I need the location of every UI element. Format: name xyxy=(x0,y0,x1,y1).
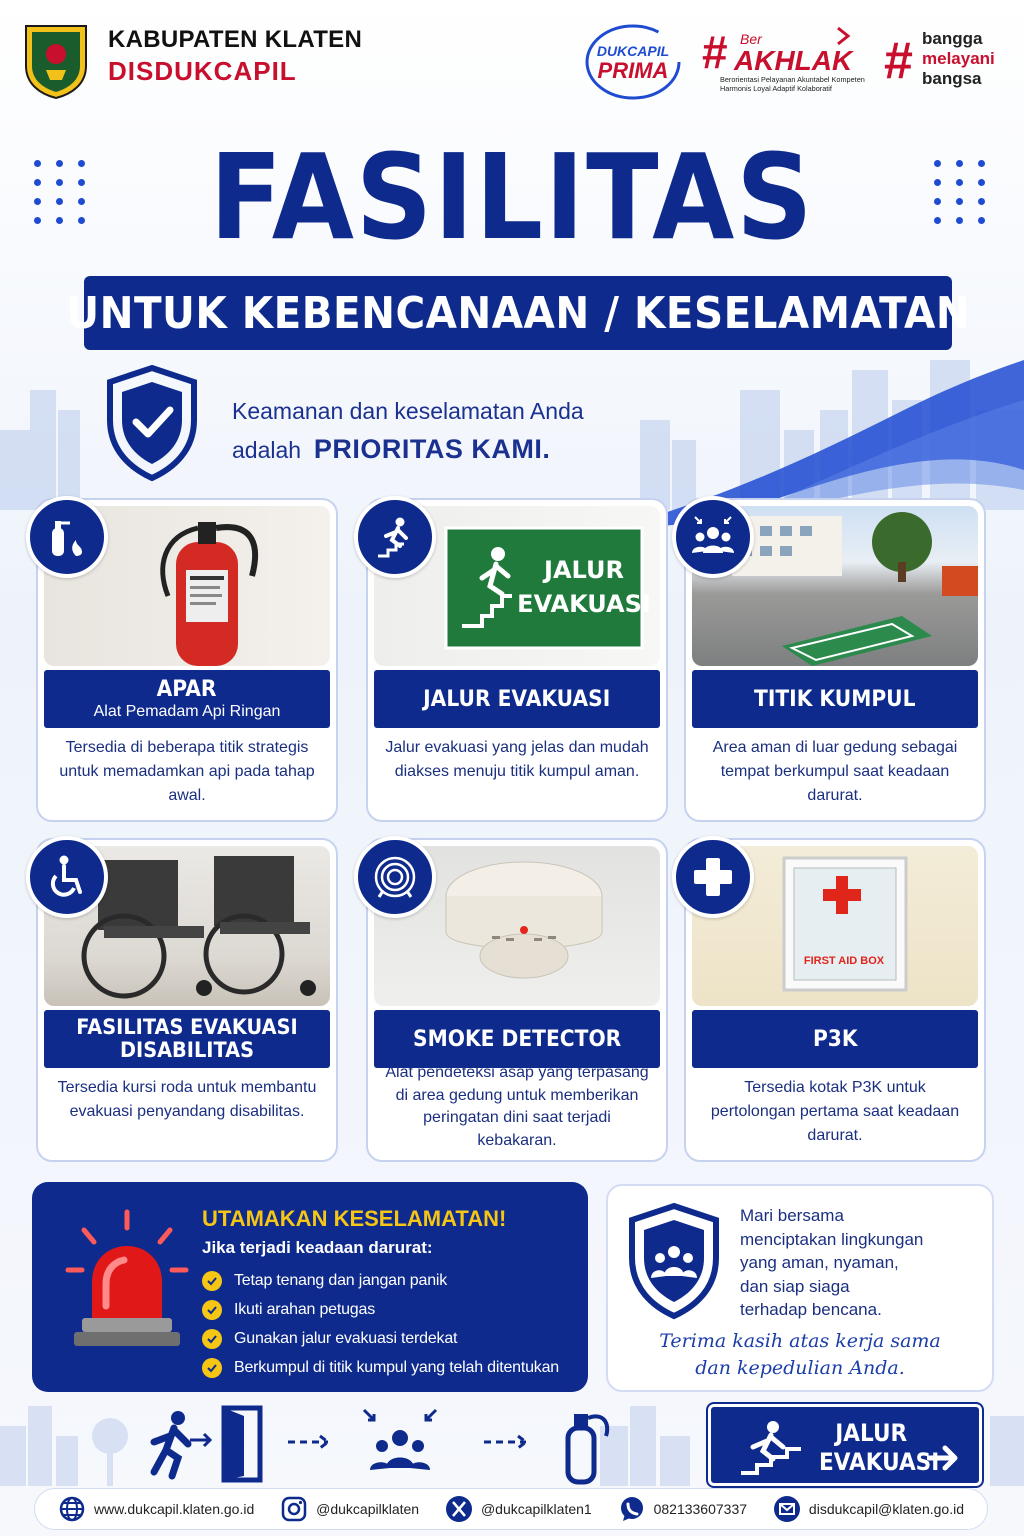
list-item xyxy=(202,1353,559,1382)
alert-heading: UTAMAKAN KESELAMATAN! xyxy=(202,1206,507,1231)
p3k-label xyxy=(692,1010,978,1068)
footer-contact-bar xyxy=(34,1488,988,1530)
akhlak-line-1: Berorientasi Pelayanan Akuntabel Kompeten xyxy=(720,75,865,84)
bangsa-text: bangsa xyxy=(922,69,982,88)
dukcapil-prima-logo xyxy=(578,18,688,102)
thanks-line: dan kepedulian Anda. xyxy=(695,1357,905,1379)
invitation-text xyxy=(740,1204,923,1322)
apar-label xyxy=(44,670,330,728)
x-twitter-icon xyxy=(445,1495,473,1523)
org-line-1: KABUPATEN KLATEN xyxy=(108,26,363,53)
sign-text-1: JALUR xyxy=(544,556,624,584)
check-icon xyxy=(202,1358,222,1378)
apar-title: APAR xyxy=(157,677,217,702)
website-text: www.dukcapil.klaten.go.id xyxy=(93,1501,255,1517)
alert-item-text: Tetap tenang dan jangan panik xyxy=(234,1271,448,1289)
invite-line: dan siap siaga xyxy=(740,1276,850,1296)
list-item xyxy=(202,1324,559,1353)
svg-text:#: # xyxy=(884,32,913,90)
first-aid-box-label: FIRST AID BOX xyxy=(803,955,885,967)
sign-text-2: EVAKUASI xyxy=(517,590,651,618)
smoke-detector-icon xyxy=(354,836,436,918)
list-item xyxy=(202,1295,559,1324)
siren-icon xyxy=(62,1206,192,1356)
tagline-bold: PRIORITAS KAMI. xyxy=(313,434,551,464)
shield-check-icon xyxy=(104,364,200,482)
running-person-icon xyxy=(154,1411,210,1476)
invite-line: terhadap bencana. xyxy=(740,1300,882,1319)
bangga-text: bangga xyxy=(922,29,983,48)
alert-item-text: Gunakan jalur evakuasi terdekat xyxy=(234,1329,458,1347)
assembly-group-icon xyxy=(672,496,754,578)
first-aid-cross-icon xyxy=(672,836,754,918)
org-line-2: DISDUKCAPIL xyxy=(108,56,297,86)
wheelchair-icon xyxy=(26,836,108,918)
jalur-evakuasi-label xyxy=(374,670,660,728)
organization-name xyxy=(108,26,362,87)
thanks-line: Terima kasih atas kerja sama xyxy=(659,1330,941,1352)
apar-description: Tersedia di beberapa titik strategis untuk memadamkan api pada tahap awal. xyxy=(59,739,315,804)
jalur-evakuasi-sign xyxy=(708,1404,982,1486)
alert-subheading: Jika terjadi keadaan darurat: xyxy=(202,1238,433,1257)
exit-door-icon xyxy=(224,1408,260,1480)
tagline-prefix: adalah xyxy=(232,437,302,463)
akhlak-line-2: Harmonis Loyal Adaptif Kolaboratif xyxy=(720,84,832,93)
evac-sign-line-1: JALUR xyxy=(835,1419,908,1447)
apar-subtitle: Alat Pemadam Api Ringan xyxy=(93,703,281,720)
thank-you-text xyxy=(608,1328,992,1382)
p3k-title: P3K xyxy=(812,1026,858,1052)
whatsapp-icon xyxy=(618,1495,646,1523)
prima-bottom-text: PRIMA xyxy=(597,58,669,83)
dashed-arrow-icon xyxy=(484,1436,526,1448)
footer-website[interactable] xyxy=(58,1495,254,1523)
smoke-detector-label xyxy=(374,1010,660,1068)
smoke-detector-description: Alat pendeteksi asap yang terpasang di area gedung untuk memberikan peringatan dini saat terjadi kebakaran. xyxy=(385,1064,649,1149)
email-icon xyxy=(773,1495,801,1523)
svg-text:#: # xyxy=(702,26,728,78)
jalur-evakuasi-description: Jalur evakuasi yang jelas dan mudah diakses menuju titik kumpul aman. xyxy=(385,739,649,780)
footer-email[interactable] xyxy=(773,1495,964,1523)
akhlak-ber: Ber xyxy=(740,31,762,47)
x-text: @dukcapilklaten1 xyxy=(480,1501,592,1517)
p3k-description: Tersedia kotak P3K untuk pertolongan pertama saat keadaan darurat. xyxy=(710,1079,960,1144)
evacuation-flow xyxy=(138,1400,618,1486)
subtitle-bar xyxy=(66,276,970,350)
whatsapp-text: 082133607337 xyxy=(653,1501,748,1517)
check-icon xyxy=(202,1271,222,1291)
melayani-text: melayani xyxy=(922,49,995,68)
running-stairs-icon xyxy=(354,496,436,578)
extinguisher-outline-icon xyxy=(568,1414,607,1482)
tagline xyxy=(232,392,584,469)
bangga-melayani-bangsa-logo xyxy=(884,24,1024,100)
alert-item-text: Berkumpul di titik kumpul yang telah ditentukan xyxy=(234,1358,560,1376)
berakhlak-logo xyxy=(698,18,878,102)
invite-line: yang aman, nyaman, xyxy=(740,1253,899,1272)
dashed-arrow-icon xyxy=(288,1436,328,1448)
invite-line: Mari bersama xyxy=(740,1206,844,1225)
titik-kumpul-description: Area aman di luar gedung sebagai tempat berkumpul saat keadaan darurat. xyxy=(712,739,958,804)
akhlak-main: AKHLAK xyxy=(734,45,853,76)
page-title: FASILITAS xyxy=(209,128,815,266)
assembly-point-icon xyxy=(364,1410,436,1470)
invite-line: menciptakan lingkungan xyxy=(740,1229,924,1249)
footer-whatsapp[interactable] xyxy=(618,1495,747,1523)
smoke-detector-title: SMOKE DETECTOR xyxy=(412,1026,622,1052)
evac-sign-text xyxy=(819,1419,939,1477)
email-text: disdukcapil@klaten.go.id xyxy=(808,1501,965,1517)
disabilitas-title: FASILITAS EVAKUASI DISABILITAS xyxy=(76,1015,298,1062)
shield-community-icon xyxy=(626,1202,722,1320)
disabilitas-description: Tersedia kursi roda untuk membantu evakuasi penyandang disabilitas. xyxy=(57,1079,317,1120)
globe-icon xyxy=(58,1495,86,1523)
instagram-icon xyxy=(280,1495,308,1523)
fire-extinguisher-icon xyxy=(26,496,108,578)
header xyxy=(22,18,1002,108)
disabilitas-label xyxy=(44,1010,330,1068)
titik-kumpul-label xyxy=(692,670,978,728)
footer-x[interactable] xyxy=(445,1495,592,1523)
jalur-evakuasi-title: JALUR EVAKUASI xyxy=(423,686,611,712)
invitation-box xyxy=(606,1184,994,1392)
evac-sign-line-2: EVAKUASI xyxy=(819,1448,940,1476)
klaten-crest-icon xyxy=(22,22,90,100)
alert-item-text: Ikuti arahan petugas xyxy=(234,1300,375,1318)
titik-kumpul-title: TITIK KUMPUL xyxy=(754,686,916,712)
footer-instagram[interactable] xyxy=(280,1495,419,1523)
instagram-text: @dukcapilklaten xyxy=(316,1501,420,1517)
prima-top-text: DUKCAPIL xyxy=(596,43,670,59)
tagline-line-1: Keamanan dan keselamatan Anda xyxy=(232,398,584,424)
alert-list xyxy=(202,1266,559,1382)
safety-alert-box xyxy=(32,1182,588,1392)
arrow-right-icon xyxy=(927,1445,961,1471)
running-stairs-icon xyxy=(737,1419,809,1477)
check-icon xyxy=(202,1329,222,1349)
check-icon xyxy=(202,1300,222,1320)
page-subtitle: UNTUK KEBENCANAAN / KESELAMATAN xyxy=(66,287,970,339)
list-item xyxy=(202,1266,559,1295)
